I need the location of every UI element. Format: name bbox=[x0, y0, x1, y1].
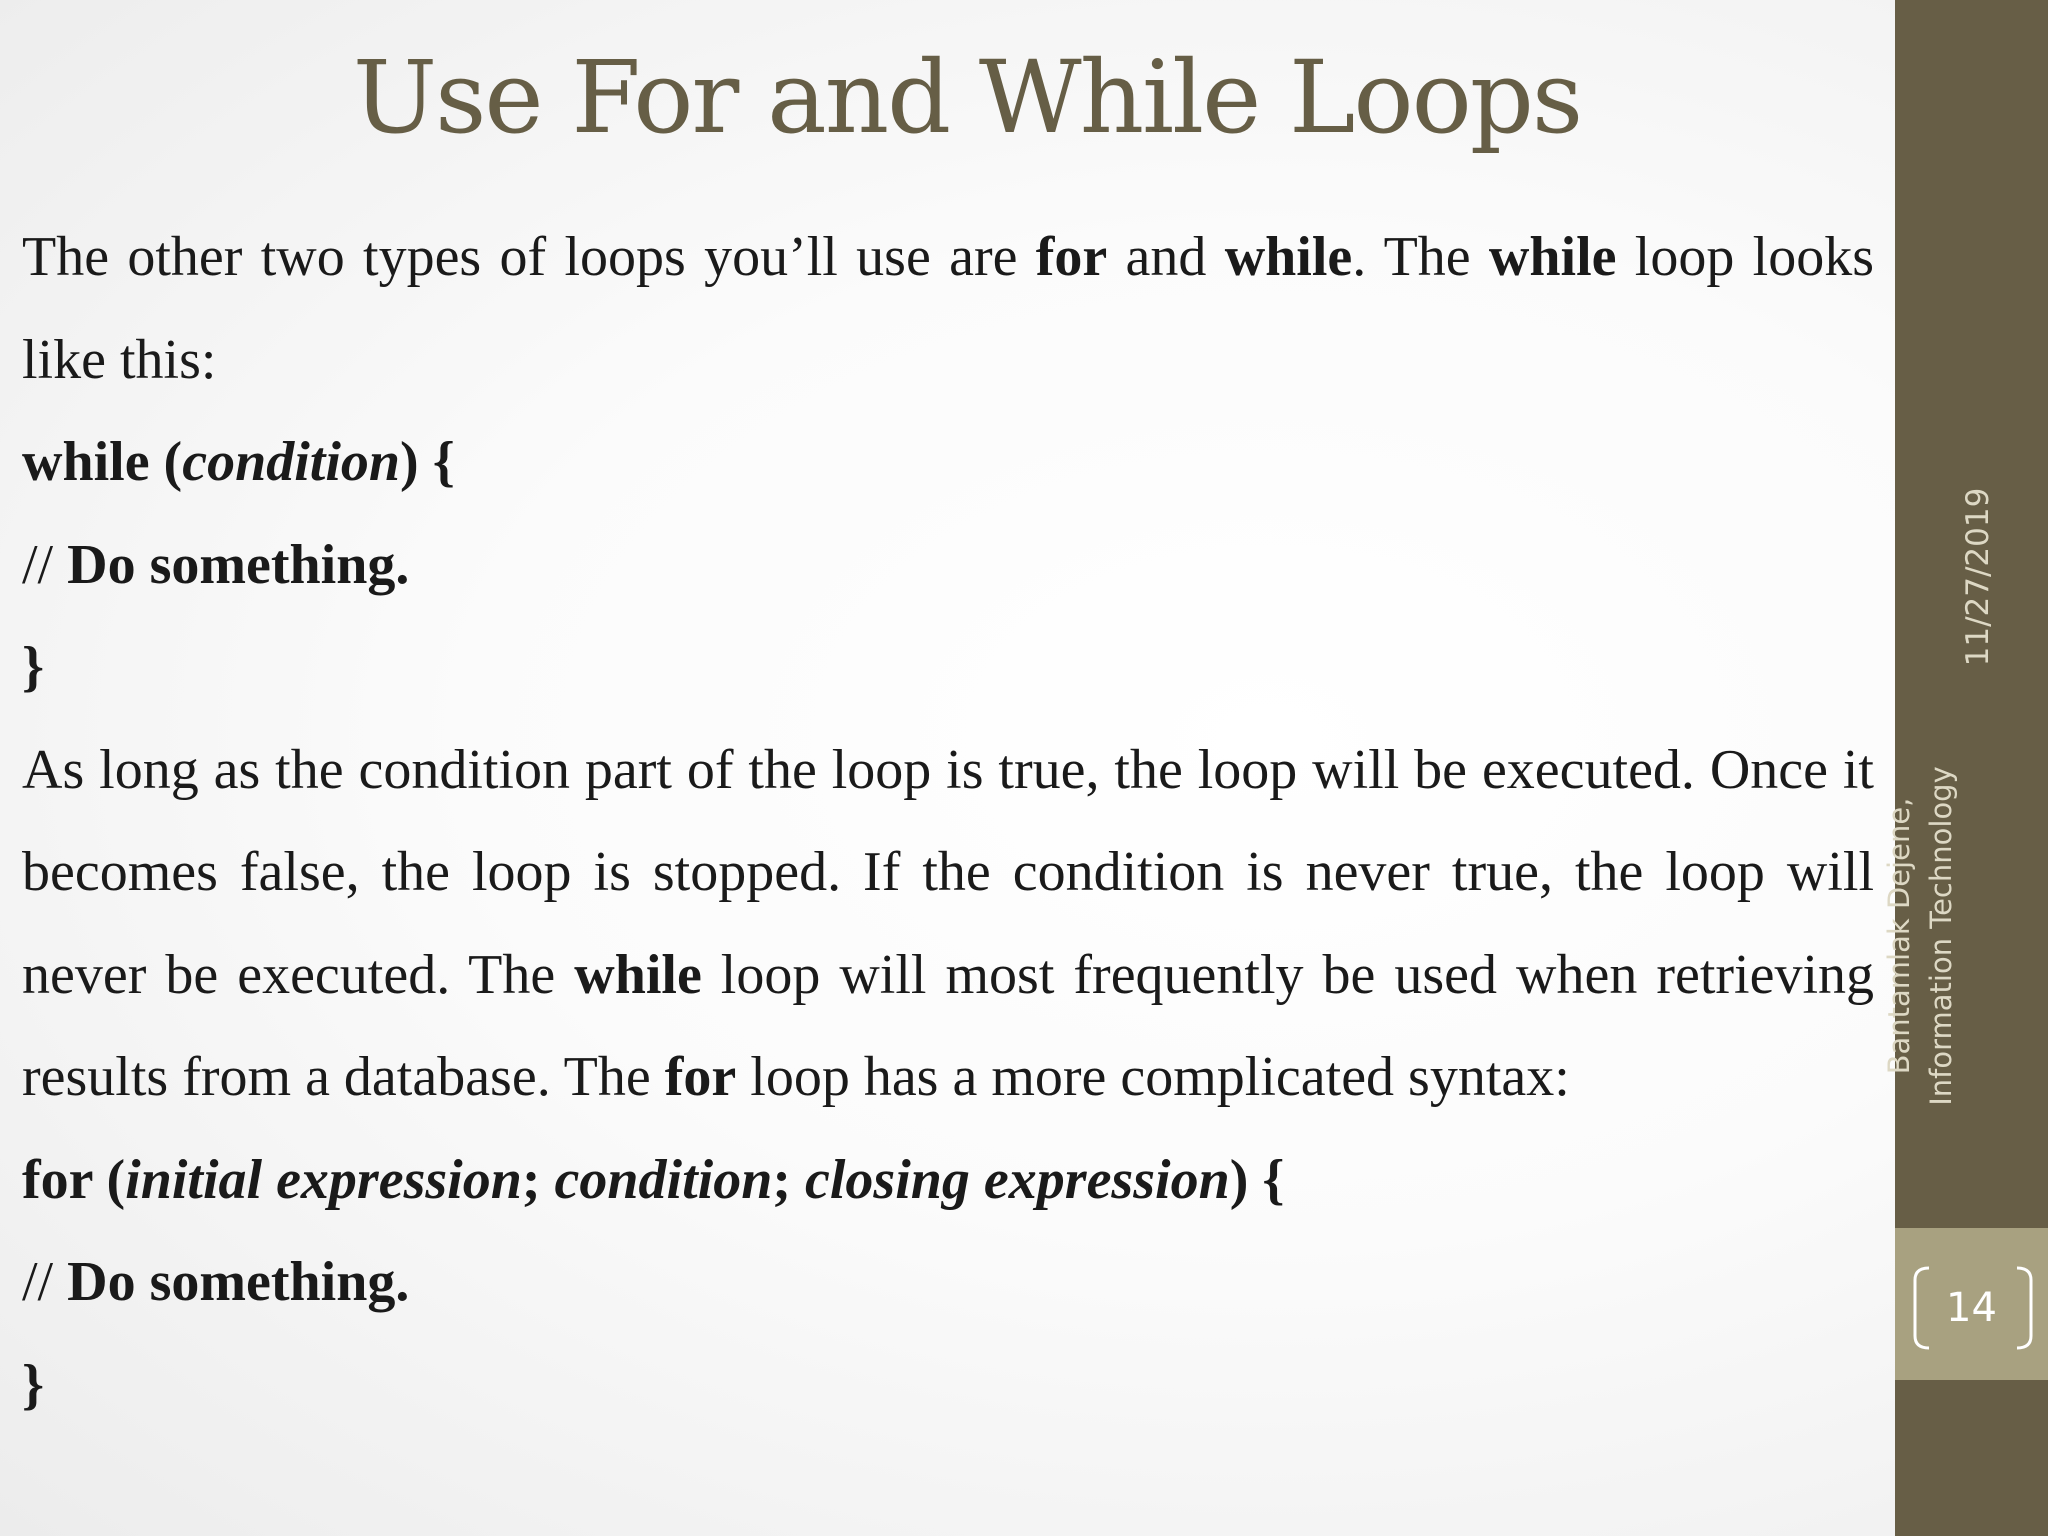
page-number: 14 bbox=[1946, 1285, 1997, 1331]
for-keyword: for ( bbox=[22, 1148, 126, 1211]
while-code-line bbox=[22, 411, 1874, 514]
intro-paragraph bbox=[22, 206, 1874, 411]
slide-body bbox=[22, 206, 1874, 1436]
for-close-brace: } bbox=[22, 1353, 45, 1416]
for-closing-expression: closing expression bbox=[805, 1148, 1230, 1211]
slide-title: Use For and While Loops bbox=[352, 39, 1582, 156]
keyword-while: while bbox=[1488, 226, 1617, 288]
intro-text-3: . The bbox=[1352, 226, 1489, 288]
explanation-text-3: loop has a more complicated syntax: bbox=[736, 1046, 1570, 1108]
for-code-line bbox=[22, 1129, 1874, 1232]
footer-date: 11/27/2019 bbox=[1960, 487, 1996, 667]
keyword-while: while bbox=[574, 943, 702, 1006]
intro-text-1: The other two types of loops you’ll use are bbox=[22, 226, 1036, 288]
keyword-for: for bbox=[1035, 226, 1108, 288]
for-separator: ; bbox=[521, 1148, 555, 1211]
intro-text-2: and bbox=[1107, 226, 1225, 288]
while-comment-line bbox=[22, 514, 1874, 617]
while-condition: condition bbox=[182, 431, 401, 493]
comment-text: Do something. bbox=[67, 533, 410, 596]
while-close-brace: } bbox=[22, 636, 45, 698]
while-open-brace: ) { bbox=[400, 431, 455, 493]
for-comment-line bbox=[22, 1231, 1874, 1334]
explanation-paragraph bbox=[22, 719, 1874, 1129]
keyword-for: for bbox=[664, 1046, 737, 1108]
footer-author: Bantamlak Dejene, Information Technology bbox=[1882, 766, 1958, 1106]
for-condition: condition bbox=[554, 1148, 773, 1211]
keyword-while: while bbox=[1224, 226, 1353, 288]
for-initial-expression: initial expression bbox=[125, 1148, 522, 1211]
comment-slashes: // bbox=[22, 1251, 68, 1313]
comment-text: Do something. bbox=[67, 1251, 410, 1313]
intro-text-4: loop looks like this: bbox=[22, 226, 1874, 391]
while-keyword: while ( bbox=[22, 431, 183, 493]
explanation-text-2: loop will most frequently be used when retrieving results from a database. The bbox=[22, 943, 1874, 1108]
for-separator: ; bbox=[772, 1148, 806, 1211]
explanation-text-1: As long as the condition part of the loop is true, the loop will be executed. Once it becomes false, the loop is stopped. If the condition is never true, the loop will never be executed. The bbox=[22, 738, 1874, 1006]
comment-slashes: // bbox=[22, 533, 68, 596]
for-open-brace: ) { bbox=[1229, 1148, 1285, 1211]
